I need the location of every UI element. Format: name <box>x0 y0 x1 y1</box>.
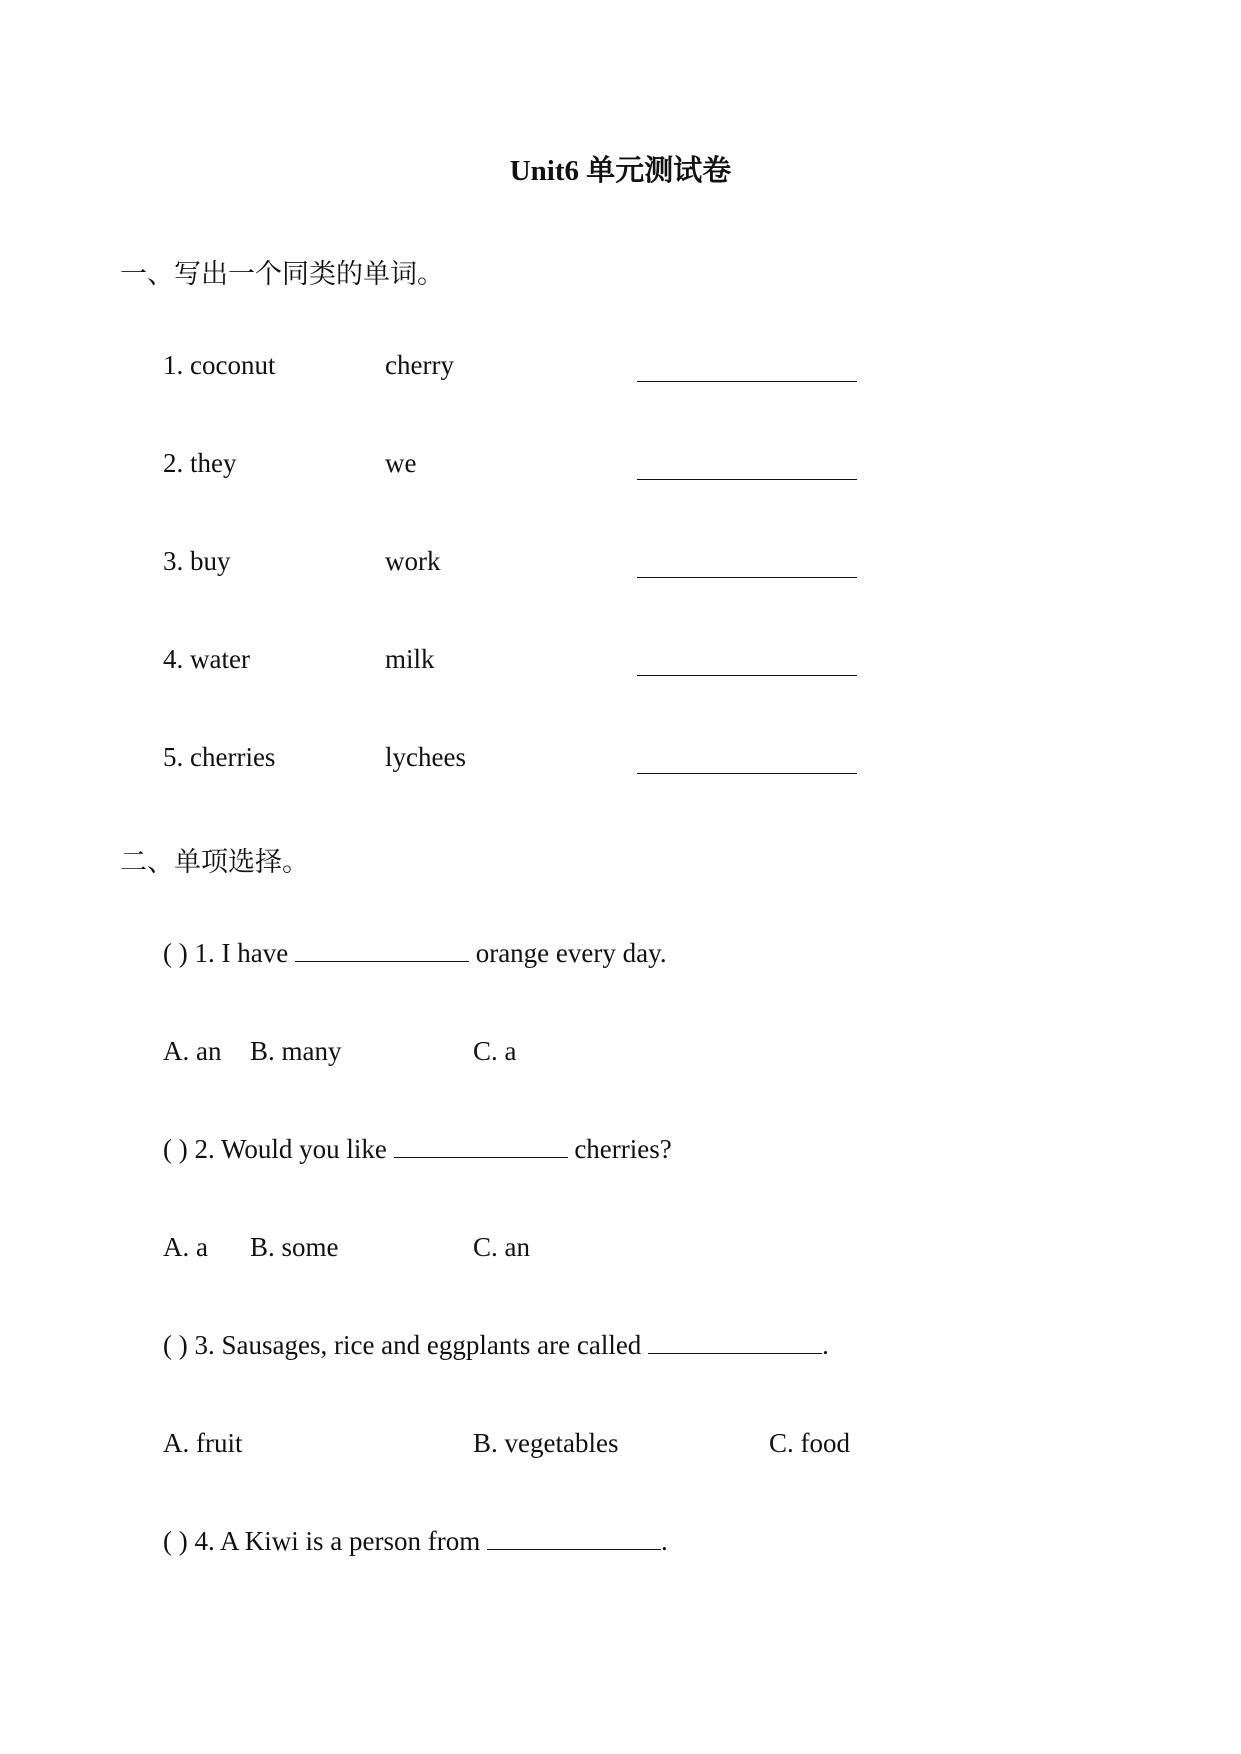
q2-option-c[interactable]: C. an <box>473 1232 530 1262</box>
vocab-word-1: 1. coconut <box>163 350 276 380</box>
vocab-example-5: lychees <box>385 742 466 772</box>
question-2-suffix: cherries? <box>574 1134 672 1164</box>
vocab-example-3: work <box>385 546 441 576</box>
answer-blank-3[interactable] <box>637 577 857 578</box>
answer-blank-4[interactable] <box>637 675 857 676</box>
question-3-blank[interactable] <box>648 1353 822 1354</box>
vocab-example-4: milk <box>385 644 435 674</box>
vocab-word-4: 4. water <box>163 644 250 674</box>
q3-option-b[interactable]: B. vegetables <box>473 1428 619 1458</box>
question-3-suffix: . <box>822 1330 829 1360</box>
q1-option-b[interactable]: B. many <box>250 1036 342 1066</box>
answer-blank-5[interactable] <box>637 773 857 774</box>
question-3-prefix: ( ) 3. Sausages, rice and eggplants are called <box>163 1330 642 1360</box>
q2-option-b[interactable]: B. some <box>250 1232 339 1262</box>
answer-blank-2[interactable] <box>637 479 857 480</box>
vocab-word-5: 5. cherries <box>163 742 276 772</box>
question-2 <box>163 1134 672 1165</box>
vocab-word-2: 2. they <box>163 448 237 478</box>
question-1 <box>163 938 667 969</box>
question-3 <box>163 1330 829 1361</box>
page-title: Unit6 单元测试卷 <box>509 155 732 187</box>
vocab-word-3: 3. buy <box>163 546 231 576</box>
q1-option-a[interactable]: A. an <box>163 1036 222 1066</box>
q3-option-c[interactable]: C. food <box>769 1428 850 1458</box>
vocab-example-1: cherry <box>385 350 454 380</box>
question-2-blank[interactable] <box>394 1157 568 1158</box>
q1-option-c[interactable]: C. a <box>473 1036 517 1066</box>
vocab-example-2: we <box>385 448 417 478</box>
question-4 <box>163 1526 668 1557</box>
question-1-prefix: ( ) 1. I have <box>163 938 289 968</box>
answer-blank-1[interactable] <box>637 381 857 382</box>
q3-option-a[interactable]: A. fruit <box>163 1428 243 1458</box>
section-2-heading: 二、单项选择。 <box>120 847 309 877</box>
question-4-blank[interactable] <box>487 1549 661 1550</box>
question-1-suffix: orange every day. <box>475 938 667 968</box>
question-4-suffix: . <box>660 1526 668 1556</box>
question-1-blank[interactable] <box>295 961 469 962</box>
q2-option-a[interactable]: A. a <box>163 1232 208 1262</box>
section-1-heading: 一、写出一个同类的单词。 <box>120 259 444 289</box>
question-2-prefix: ( ) 2. Would you like <box>163 1134 387 1164</box>
question-4-prefix: ( ) 4. A Kiwi is a person from <box>163 1526 481 1556</box>
